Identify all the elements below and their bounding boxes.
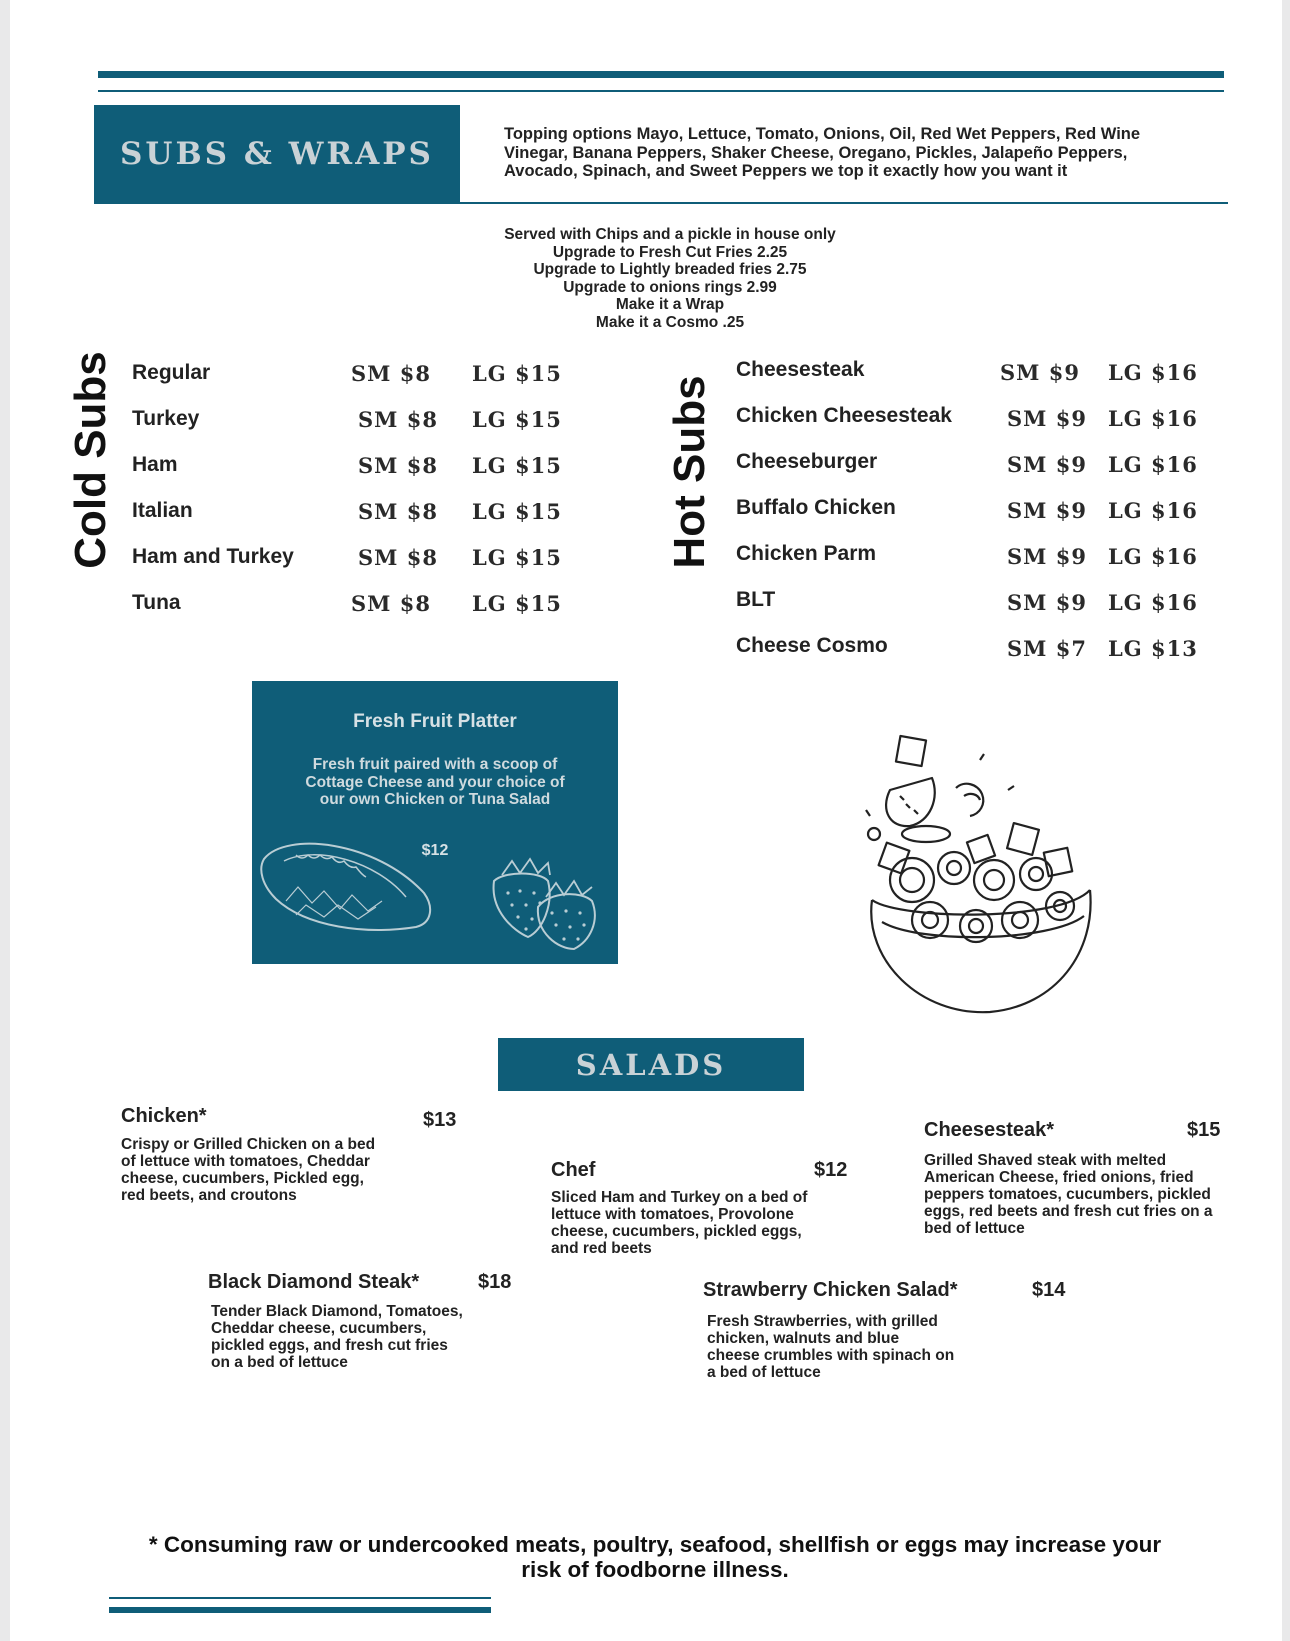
salad-bowl-icon [860, 730, 1110, 1020]
price-small: SM $9 [1007, 452, 1087, 477]
price-small: SM $8 [358, 407, 438, 432]
salad-description: Crispy or Grilled Chicken on a bed of lettuce with tomatoes, Cheddar cheese, cucumbers, Pickled egg, red beets, and croutons [121, 1136, 376, 1204]
topping-options-text: Topping options Mayo, Lettuce, Tomato, Onions, Oil, Red Wet Peppers, Red Wine Vinegar, Banana Peppers, Shaker Cheese, Oregano, Pickles, Jalapeño Peppers, Avocado, Spinach, and Sweet Peppers we top it exactly how you want it [504, 125, 1141, 180]
price-large: LG $15 [472, 361, 562, 386]
menu-item-name: Buffalo Chicken [736, 496, 896, 519]
salad-name: Black Diamond Steak* [208, 1271, 420, 1293]
salad-price: $18 [478, 1271, 512, 1293]
salad-name: Chef [551, 1159, 596, 1181]
price-large: LG $15 [472, 499, 562, 524]
price-small: SM $9 [1007, 590, 1087, 615]
foodborne-warning: * Consuming raw or undercooked meats, poultry, seafood, shellfish or eggs may increase your risk of foodborne illness. [148, 1532, 1162, 1582]
price-large: LG $16 [1108, 498, 1198, 523]
price-large: LG $15 [472, 407, 562, 432]
served-line: Upgrade to Lightly breaded fries 2.75 [533, 261, 807, 278]
salads-title-box [498, 1038, 804, 1091]
fruit-platter-title: Fresh Fruit Platter [353, 711, 517, 732]
menu-item-name: Chicken Cheesesteak [736, 404, 952, 427]
salad-name: Cheesesteak* [924, 1119, 1055, 1141]
header-rule-thick [98, 71, 1224, 78]
salad-price: $13 [423, 1109, 457, 1131]
header-rule-thin [98, 90, 1224, 92]
price-large: LG $15 [472, 453, 562, 478]
salad-description: Tender Black Diamond, Tomatoes, Cheddar cheese, cucumbers, pickled eggs, and fresh cut fries on a bed of lettuce [211, 1303, 463, 1371]
salads-heading: SALADS [575, 1047, 727, 1082]
salad-description: Fresh Strawberries, with grilled chicken, walnuts and blue cheese crumbles with spinach on a bed of lettuce [707, 1313, 955, 1381]
menu-item-name: Italian [132, 499, 193, 522]
price-small: SM $8 [351, 361, 431, 386]
price-large: LG $16 [1108, 406, 1198, 431]
price-small: SM $8 [351, 591, 431, 616]
price-large: LG $15 [472, 545, 562, 570]
served-line: Make it a Cosmo .25 [595, 313, 745, 331]
price-large: LG $15 [472, 591, 562, 616]
price-small: SM $8 [358, 499, 438, 524]
salad-description: Grilled Shaved steak with melted American Cheese, fried onions, fried peppers tomatoes, cucumbers, pickled eggs, red beets and fresh cut fries on a bed of lettuce [924, 1152, 1213, 1237]
cold-subs-heading: Cold Subs [66, 351, 115, 569]
salad-name: Chicken* [121, 1105, 207, 1127]
menu-item-name: Tuna [132, 591, 181, 614]
price-large: LG $16 [1108, 544, 1198, 569]
price-small: SM $8 [358, 545, 438, 570]
price-small: SM $8 [358, 453, 438, 478]
fruit-platter-price: $12 [421, 842, 449, 859]
menu-item-name: BLT [736, 588, 776, 611]
served-with-notes [400, 226, 940, 331]
price-small: SM $9 [1007, 406, 1087, 431]
menu-item-name: Cheesesteak [736, 358, 865, 381]
footer-rule-thin [109, 1597, 491, 1599]
salad-price: $15 [1187, 1119, 1221, 1141]
price-large: LG $16 [1108, 360, 1198, 385]
menu-item-name: Ham [132, 453, 178, 476]
salad-name: Strawberry Chicken Salad* [703, 1279, 958, 1301]
subs-wraps-title-box [94, 105, 460, 202]
menu-item-name: Regular [132, 361, 211, 384]
served-line: Served with Chips and a pickle in house only [504, 226, 836, 243]
price-small: SM $7 [1007, 636, 1087, 661]
salad-description: Sliced Ham and Turkey on a bed of lettuce with tomatoes, Provolone cheese, cucumbers, pickled eggs, and red beets [551, 1189, 808, 1257]
strawberries-icon [484, 841, 604, 951]
title-underline [94, 202, 1228, 204]
salad-price: $14 [1032, 1279, 1066, 1301]
fruit-platter-box [252, 681, 618, 964]
hot-subs-heading: Hot Subs [665, 375, 714, 569]
menu-item-name: Turkey [132, 407, 200, 430]
menu-item-name: Chicken Parm [736, 542, 877, 565]
footer-rule-thick [109, 1607, 491, 1613]
menu-page [10, 0, 1282, 1641]
served-line: Upgrade to onions rings 2.99 [563, 278, 777, 296]
melon-slice-icon [256, 831, 442, 941]
served-line: Upgrade to Fresh Cut Fries 2.25 [552, 243, 788, 261]
price-large: LG $13 [1108, 636, 1198, 661]
fruit-platter-description: Fresh fruit paired with a scoop of Cottage Cheese and your choice of our own Chicken or Tuna Salad [305, 756, 565, 808]
section-title: SUBS & WRAPS [120, 135, 434, 172]
price-large: LG $16 [1108, 452, 1198, 477]
price-small: SM $9 [1000, 360, 1080, 385]
menu-item-name: Cheeseburger [736, 450, 878, 473]
served-line: Make it a Wrap [615, 296, 725, 313]
price-large: LG $16 [1108, 590, 1198, 615]
menu-item-name: Cheese Cosmo [736, 634, 888, 657]
price-small: SM $9 [1007, 498, 1087, 523]
salad-price: $12 [814, 1159, 848, 1181]
price-small: SM $9 [1007, 544, 1087, 569]
menu-item-name: Ham and Turkey [132, 545, 294, 568]
